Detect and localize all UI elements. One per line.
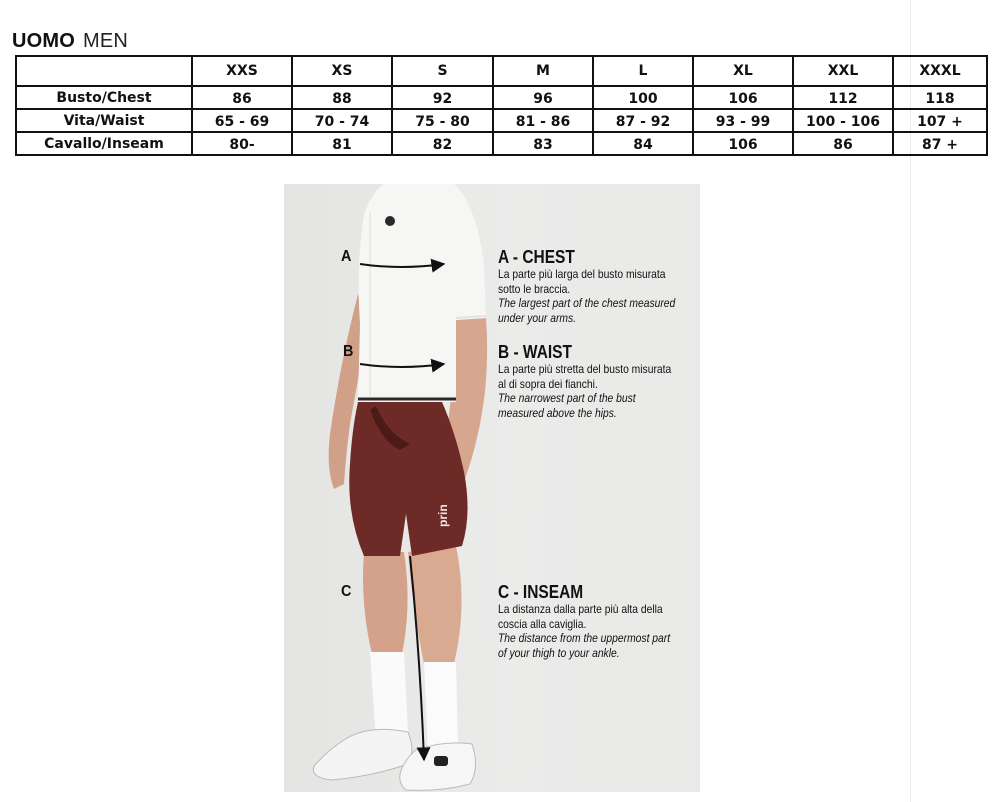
waist-en-line: The narrowest part of the bust [498,391,636,405]
table-cell: 86 [793,132,893,155]
table-cell: 88 [292,86,392,109]
waist-it-line: La parte più stretta del busto misurata [498,362,672,376]
table-cell: 83 [493,132,593,155]
table-row [16,109,987,132]
size-header: M [493,56,593,86]
front-leg-shape [408,546,462,664]
waist-description [498,342,670,420]
inseam-en-line: The distance from the uppermost part [498,631,671,645]
table-cell: 96 [493,86,593,109]
table-cell: 82 [392,132,493,155]
chest-it-line: La parte più larga del busto misurata [498,267,666,281]
size-header-row [16,56,987,86]
table-cell: 107 + [893,109,987,132]
row-label-waist: Vita/Waist [16,109,192,132]
bib-shorts-shape [349,402,467,556]
size-header: XXS [192,56,292,86]
heading-secondary: MEN [83,30,129,52]
measure-letter-a: A [341,248,352,265]
corner-cell [16,56,192,86]
size-header: XXXL [893,56,987,86]
waist-it-line: al di sopra dei fianchi. [498,376,598,391]
size-header: S [392,56,493,86]
table-cell: 81 - 86 [493,109,593,132]
table-cell: 70 - 74 [292,109,392,132]
table-cell: 106 [693,132,793,155]
table-cell: 100 - 106 [793,109,893,132]
table-cell: 87 - 92 [593,109,693,132]
chest-en-line: The largest part of the chest measured [498,296,676,310]
front-sock-shape [424,662,458,750]
table-cell: 81 [292,132,392,155]
table-cell: 86 [192,86,292,109]
chest-description [498,247,676,325]
chest-it-line: sotto le braccia. [498,281,571,296]
measure-letter-c: C [341,583,352,600]
size-table [15,55,988,156]
size-chart-heading [12,30,128,53]
heading-primary: UOMO [12,30,76,52]
shoe-dial-shape [434,756,448,766]
table-cell: 87 + [893,132,987,155]
table-cell: 93 - 99 [693,109,793,132]
inseam-it-line: coscia alla caviglia. [498,616,587,631]
inseam-en-line: of your thigh to your ankle. [498,645,620,660]
back-sock-shape [370,652,408,740]
inseam-description [498,582,670,660]
table-cell: 80- [192,132,292,155]
table-row [16,132,987,155]
jersey-logo-icon [385,216,395,226]
table-cell: 92 [392,86,493,109]
table-row [16,86,987,109]
row-label-chest: Busto/Chest [16,86,192,109]
measurement-guide-photo [284,184,700,792]
chest-en-line: under your arms. [498,310,577,325]
size-header: L [593,56,693,86]
table-cell: 106 [693,86,793,109]
table-cell: 118 [893,86,987,109]
table-cell: 84 [593,132,693,155]
row-label-inseam: Cavallo/Inseam [16,132,192,155]
inseam-it-line: La distanza dalla parte più alta della [498,602,663,616]
inseam-title: C - INSEAM [498,582,584,602]
back-shoe-shape [313,729,412,780]
table-cell: 100 [593,86,693,109]
size-header: XXL [793,56,893,86]
table-cell: 65 - 69 [192,109,292,132]
measure-letter-b: B [343,343,354,360]
table-cell: 112 [793,86,893,109]
size-header: XS [292,56,392,86]
size-header: XL [693,56,793,86]
shorts-brand-text: prin [436,504,450,527]
back-leg-shape [363,552,408,654]
chest-title: A - CHEST [498,247,575,267]
table-cell: 75 - 80 [392,109,493,132]
waist-en-line: measured above the hips. [498,405,617,420]
waist-title: B - WAIST [498,342,572,362]
